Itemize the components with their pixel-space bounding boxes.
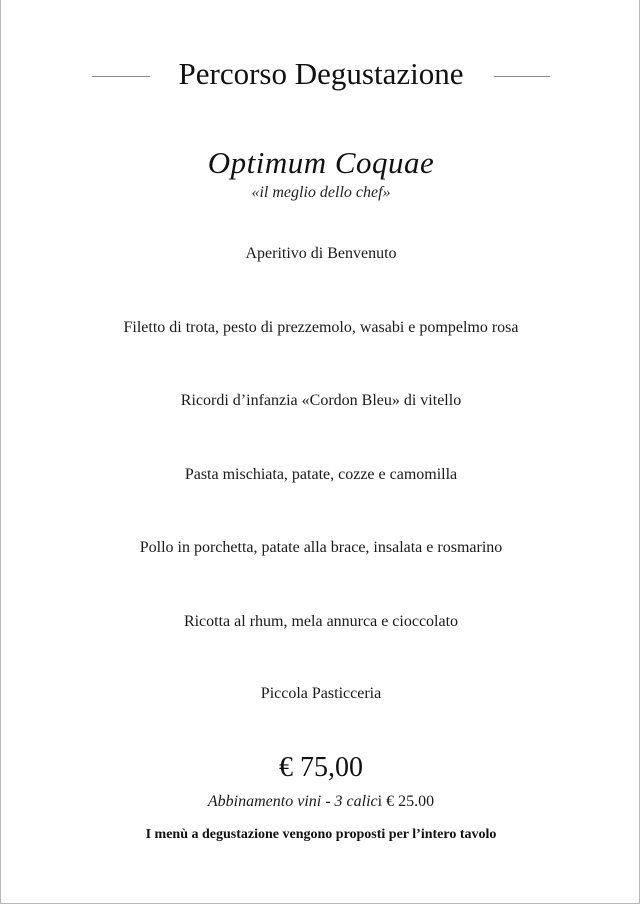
wine-pairing-label: Abbinamento vini - 3 calic [207, 793, 378, 810]
course-item: Pasta mischiata, patate, cozze e camomilla [184, 466, 458, 483]
wine-pairing-price: € 25.00 [382, 793, 435, 810]
wine-pairing [1, 791, 640, 813]
course-item: Pollo in porchetta, patate alla brace, insalata e rosmarino [139, 539, 503, 556]
course-item: Ricordi d’infanzia «Cordon Bleu» di vitello [180, 392, 462, 409]
menu-price: € 75,00 [279, 752, 363, 783]
menu-subtitle: «il meglio dello chef» [251, 184, 391, 201]
course-item: Filetto di trota, pesto di prezzemolo, wasabi e pompelmo rosa [123, 319, 519, 336]
course-item: Aperitivo di Benvenuto [245, 245, 397, 262]
course-item: Ricotta al rhum, mela annurca e cioccolato [183, 613, 459, 630]
menu-name: Optimum Coquae [207, 145, 435, 180]
decorative-rule-right [494, 76, 550, 77]
page-title: Percorso Degustazione [178, 56, 464, 91]
header [1, 52, 640, 100]
course-item: Piccola Pasticceria [260, 685, 382, 702]
wine-pairing-label-suffix: i [377, 793, 383, 810]
footer-note: I menù a degustazione vengono proposti per l’intero tavolo [145, 827, 497, 842]
